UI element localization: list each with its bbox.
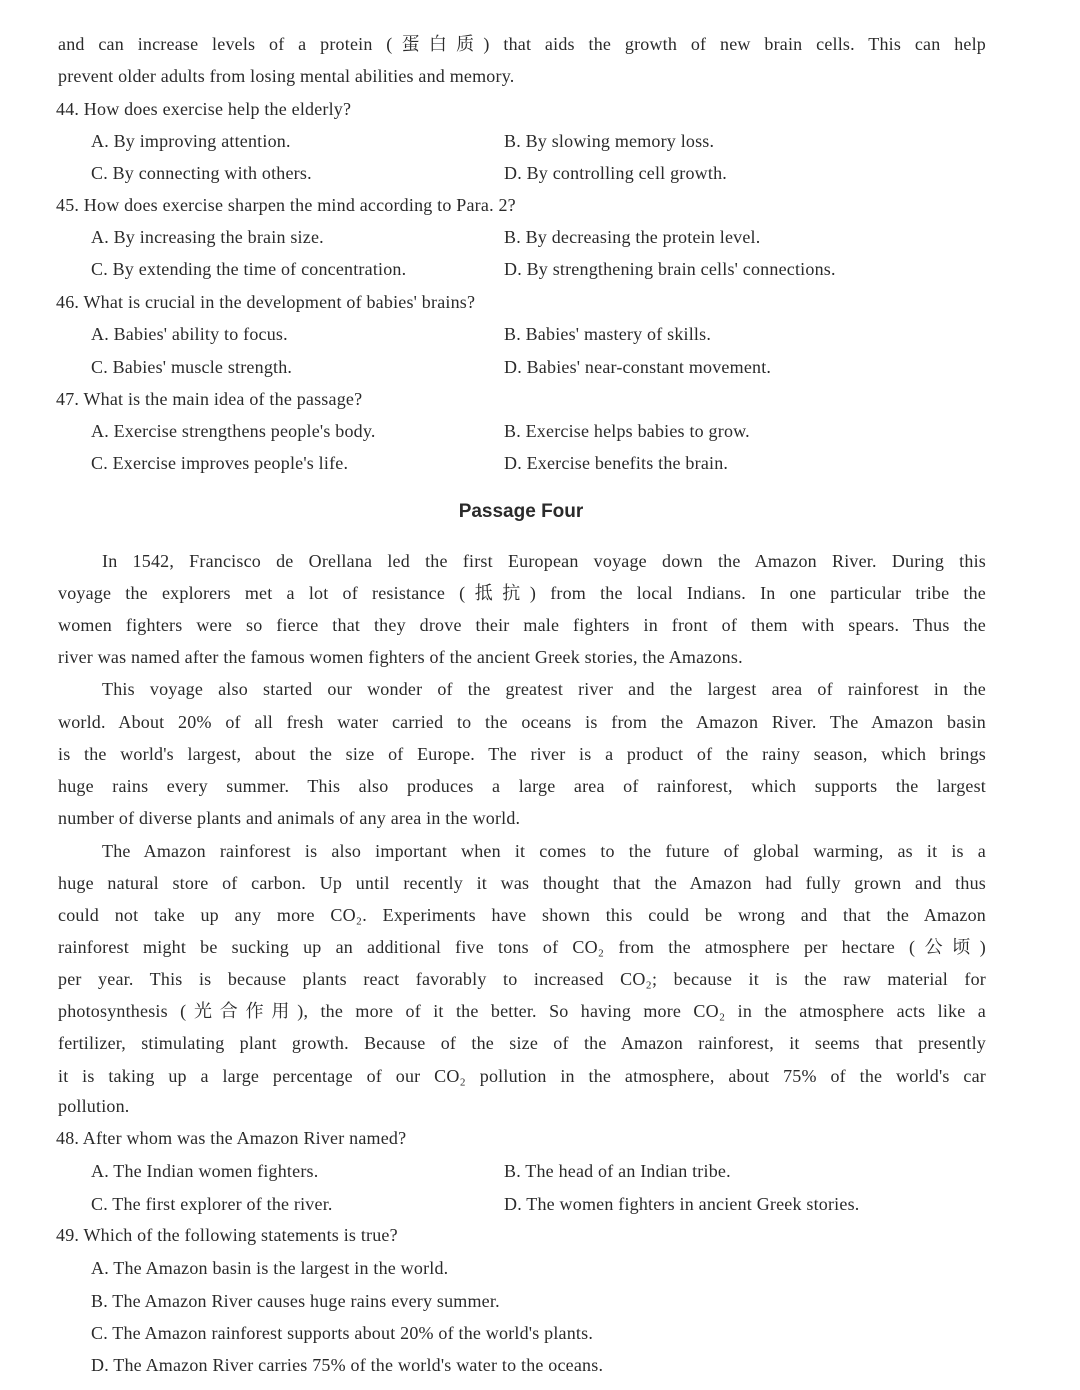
p2-line-4: huge rains every summer. This also produces a large area of rainforest, which supports the largest (58, 776, 986, 796)
q45-option-d[interactable]: D. By strengthening brain cells' connections. (504, 259, 836, 279)
q44-option-b[interactable]: B. By slowing memory loss. (504, 131, 715, 151)
p1-line-2: voyage the explorers met a lot of resistance (抵抗) from the local Indians. In one particular tribe the (58, 583, 986, 603)
q48-option-a[interactable]: A. The Indian women fighters. (91, 1161, 319, 1181)
q46-option-a[interactable]: A. Babies' ability to focus. (91, 324, 288, 344)
q48-option-c[interactable]: C. The first explorer of the river. (91, 1194, 333, 1214)
passage-title: Passage Four (458, 501, 584, 522)
q48-option-b[interactable]: B. The head of an Indian tribe. (504, 1161, 731, 1181)
p2-line-3: is the world's largest, about the size of Europe. The river is a product of the rainy season, which brings (58, 744, 986, 764)
p3-line-7: fertilizer, stimulating plant growth. Because of the size of the Amazon rainforest, it seems that presently (58, 1033, 986, 1053)
p3-line-5: per year. This is because plants react favorably to increased CO₂; because it is the raw material for (58, 969, 986, 989)
question-44-stem: 44. How does exercise help the elderly? (56, 99, 352, 119)
p1-line-3: women fighters were so fierce that they drove their male fighters in front of them with spears. Thus the (58, 615, 986, 635)
q46-option-d[interactable]: D. Babies' near-constant movement. (504, 357, 772, 377)
q48-option-d[interactable]: D. The women fighters in ancient Greek stories. (504, 1194, 860, 1214)
q44-option-c[interactable]: C. By connecting with others. (91, 163, 312, 183)
p3-line-8: it is taking up a large percentage of our CO₂ pollution in the atmosphere, about 75% of the world's car (58, 1066, 986, 1086)
q44-option-d[interactable]: D. By controlling cell growth. (504, 163, 727, 183)
q46-option-b[interactable]: B. Babies' mastery of skills. (504, 324, 712, 344)
p3-line-2: huge natural store of carbon. Up until recently it was thought that the Amazon had fully grown and thus (58, 873, 986, 893)
p2-line-2: world. About 20% of all fresh water carried to the oceans is from the Amazon River. The Amazon basin (58, 712, 986, 732)
intro-line-1: and can increase levels of a protein (蛋白质) that aids the growth of new brain cells. This can help (58, 34, 986, 54)
question-48-stem: 48. After whom was the Amazon River named? (56, 1128, 407, 1148)
p2-line-5: number of diverse plants and animals of any area in the world. (58, 808, 521, 828)
q45-option-b[interactable]: B. By decreasing the protein level. (504, 227, 761, 247)
q49-option-c[interactable]: C. The Amazon rainforest supports about 20% of the world's plants. (91, 1323, 594, 1343)
q45-option-c[interactable]: C. By extending the time of concentration. (91, 259, 407, 279)
question-45-stem: 45. How does exercise sharpen the mind according to Para. 2? (56, 195, 516, 215)
p1-line-1: In 1542, Francisco de Orellana led the first European voyage down the Amazon River. During this (102, 551, 986, 571)
q47-option-c[interactable]: C. Exercise improves people's life. (91, 453, 349, 473)
q46-option-c[interactable]: C. Babies' muscle strength. (91, 357, 293, 377)
p2-line-1: This voyage also started our wonder of the greatest river and the largest area of rainforest in the (102, 679, 986, 699)
p3-line-6: photosynthesis (光合作用), the more of it the better. So having more CO₂ in the atmosphere acts like a (58, 1001, 986, 1021)
p3-line-9: pollution. (58, 1096, 130, 1116)
p3-line-1: The Amazon rainforest is also important when it comes to the future of global warming, as it is a (102, 841, 986, 861)
intro-line-2: prevent older adults from losing mental abilities and memory. (58, 66, 515, 86)
p1-line-4: river was named after the famous women fighters of the ancient Greek stories, the Amazons. (58, 647, 743, 667)
q49-option-a[interactable]: A. The Amazon basin is the largest in the world. (91, 1258, 449, 1278)
q49-option-b[interactable]: B. The Amazon River causes huge rains every summer. (91, 1291, 500, 1311)
q45-option-a[interactable]: A. By increasing the brain size. (91, 227, 324, 247)
p3-line-4: rainforest might be sucking up an additional five tons of CO₂ from the atmosphere per hectare (公顷) (58, 937, 986, 957)
p3-line-3: could not take up any more CO₂. Experiments have shown this could be wrong and that the Amazon (58, 905, 986, 925)
q47-option-a[interactable]: A. Exercise strengthens people's body. (91, 421, 376, 441)
question-47-stem: 47. What is the main idea of the passage? (56, 389, 363, 409)
q44-option-a[interactable]: A. By improving attention. (91, 131, 291, 151)
question-46-stem: 46. What is crucial in the development of babies' brains? (56, 292, 476, 312)
q49-option-d[interactable]: D. The Amazon River carries 75% of the world's water to the oceans. (91, 1355, 604, 1375)
q47-option-d[interactable]: D. Exercise benefits the brain. (504, 453, 729, 473)
q47-option-b[interactable]: B. Exercise helps babies to grow. (504, 421, 750, 441)
question-49-stem: 49. Which of the following statements is true? (56, 1225, 398, 1245)
